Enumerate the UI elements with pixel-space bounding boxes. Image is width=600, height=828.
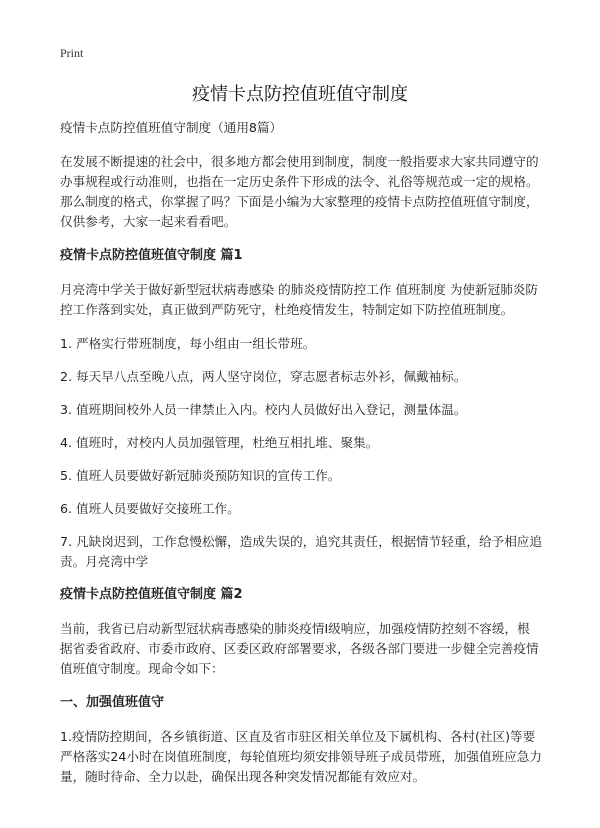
section-1-heading: 疫情卡点防控值班值守制度 篇1 [60, 248, 243, 263]
list-item: 5. 值班人员要做好新冠肺炎预防知识的宣传工作。 [60, 468, 341, 483]
section-1-lead: 月亮湾中学关于做好新型冠状病毒感染 的肺炎疫情防控工作 值班制度 为使新冠肺炎防控工作落到实处，真正做到严防死守，杜绝疫情发生，特制定如下防控值班制度。 [60, 282, 538, 317]
section-2-subheading: 一、加强值班值守 [60, 695, 165, 710]
list-item: 1. 严格实行带班制度，每小组由一组长带班。 [60, 336, 316, 351]
print-label[interactable]: Print [60, 46, 84, 60]
list-item: 7. 凡缺岗迟到，工作怠慢松懈，造成失误的，追究其责任，根据情节轻重，给予相应追责。月亮湾中学 [60, 534, 542, 569]
list-item: 4. 值班时，对校内人员加强管理，杜绝互相扎堆、聚集。 [60, 435, 379, 450]
page-title: 疫情卡点防控值班值守制度 [192, 84, 408, 105]
section-2-paragraph: 1.疫情防控期间，各乡镇街道、区直及省市驻区相关单位及下属机构、各村(社区)等要严格落实24小时在岗值班制度，每轮值班均须安排领导班子成员带班，加强值班应急力量，随时待命、全力以赴，确保出现各种突发情况都能有效应对。 [60, 729, 542, 784]
list-item: 6. 值班人员要做好交接班工作。 [60, 501, 240, 516]
list-item: 3. 值班期间校外人员一律禁止入内。校内人员做好出入登记，测量体温。 [60, 402, 467, 417]
section-2-lead: 当前，我省已启动新型冠状病毒感染的肺炎疫情I级响应，加强疫情防控刻不容缓，根据省委省政府、市委市政府、区委区政府部署要求，各级各部门要进一步健全完善疫情值班值守制度。现命令如下： [60, 621, 539, 676]
list-item: 2. 每天早八点至晚八点，两人坚守岗位，穿志愿者标志外衫，佩戴袖标。 [60, 369, 467, 384]
intro-paragraph: 在发展不断提速的社会中，很多地方都会使用到制度，制度一般指要求大家共同遵守的办事规程或行动准则，也指在一定历史条件下形成的法令、礼俗等规范或一定的规格。那么制度的格式，你掌握了吗？下面是小编为大家整理的疫情卡点防控值班值守制度，仅供参考，大家一起来看看吧。 [60, 154, 539, 229]
section-2-heading: 疫情卡点防控值班值守制度 篇2 [60, 587, 243, 602]
document-subtitle: 疫情卡点防控值班值守制度（通用8篇） [60, 120, 283, 135]
document-body [60, 118, 542, 801]
